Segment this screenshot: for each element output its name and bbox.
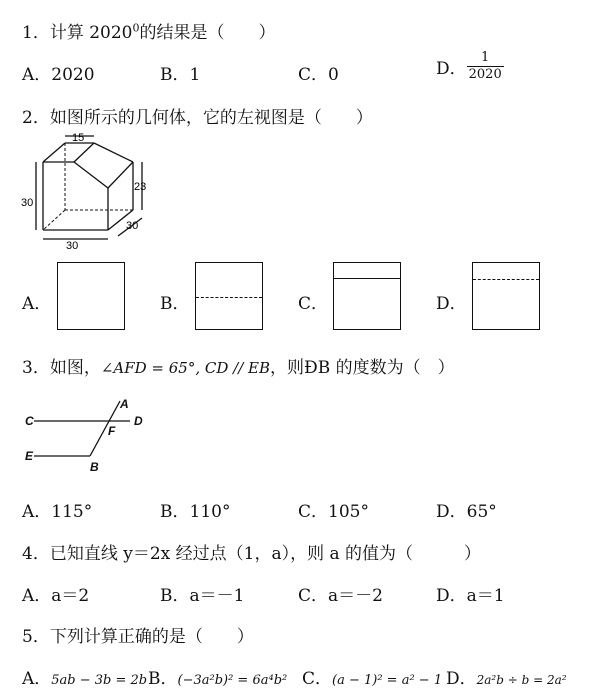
point-label-c: C — [25, 414, 34, 428]
q4-option-d[interactable]: D．a＝1 — [436, 586, 505, 606]
q5-option-b[interactable]: B．(−3a²b)² = 6a⁴b² — [148, 669, 288, 689]
q5-option-a[interactable]: A．5ab − 3b = 2b — [22, 669, 148, 689]
q2-option-a[interactable]: A． — [22, 294, 52, 314]
q3-geometry-figure — [22, 393, 162, 478]
hidden-line — [196, 297, 262, 298]
dim-label-bottom: 30 — [66, 240, 79, 252]
point-label-f: F — [108, 424, 116, 438]
q1-stem: 1．计算 2020$^0$的结果是（ ） — [22, 21, 276, 43]
q2-option-b-view[interactable] — [195, 262, 263, 330]
point-label-a: A — [120, 397, 129, 411]
q1-option-b[interactable]: B．1 — [160, 65, 201, 85]
q2-option-d-view[interactable] — [472, 262, 540, 330]
q1-option-a[interactable]: A．2020 — [22, 65, 95, 85]
q3-option-b[interactable]: B．110° — [160, 502, 231, 522]
point-label-e: E — [25, 449, 34, 463]
visible-line — [334, 278, 400, 279]
hidden-line — [473, 279, 539, 280]
q2-option-c[interactable]: C． — [298, 294, 329, 314]
q2-option-d[interactable]: D． — [436, 294, 467, 314]
q4-option-c[interactable]: C．a＝－2 — [298, 586, 383, 606]
dim-label-right-lower: 30 — [126, 220, 139, 232]
dim-label-left: 30 — [21, 197, 34, 209]
q2-option-c-view[interactable] — [333, 262, 401, 330]
q2-solid-figure — [18, 132, 158, 252]
q4-option-b[interactable]: B．a＝－1 — [160, 586, 245, 606]
q3-stem: 3．如图，∠AFD = 65°, CD // EB，则ÐB 的度数为（ ） — [22, 358, 455, 378]
point-label-b: B — [90, 460, 99, 474]
q5-option-c[interactable]: C．(a − 1)² = a² − 1 — [302, 669, 443, 689]
q1-option-c[interactable]: C．0 — [298, 65, 339, 85]
q3-option-a[interactable]: A．115° — [22, 502, 93, 522]
fraction: $\frac{1}{2020}$ — [468, 50, 502, 82]
point-label-d: D — [134, 414, 143, 428]
q5-stem: 5．下列计算正确的是（ ） — [22, 627, 254, 647]
q2-option-b[interactable]: B． — [160, 294, 190, 314]
q5-option-d[interactable]: D．2a²b ÷ b = 2a² — [446, 669, 567, 689]
dim-label-top: 15 — [72, 132, 85, 144]
q4-option-a[interactable]: A．a＝2 — [22, 586, 90, 606]
q4-stem: 4．已知直线 y＝2x 经过点（1，a），则 a 的值为（ ） — [22, 544, 482, 564]
q2-stem: 2．如图所示的几何体，它的左视图是（ ） — [22, 108, 373, 128]
q3-option-c[interactable]: C．105° — [298, 502, 369, 522]
q1-option-d[interactable]: D． $\frac{1}{2020}$ — [436, 50, 502, 82]
q2-option-a-view[interactable] — [57, 262, 125, 330]
dim-label-right-upper: 23 — [134, 181, 147, 193]
q3-option-d[interactable]: D．65° — [436, 502, 497, 522]
